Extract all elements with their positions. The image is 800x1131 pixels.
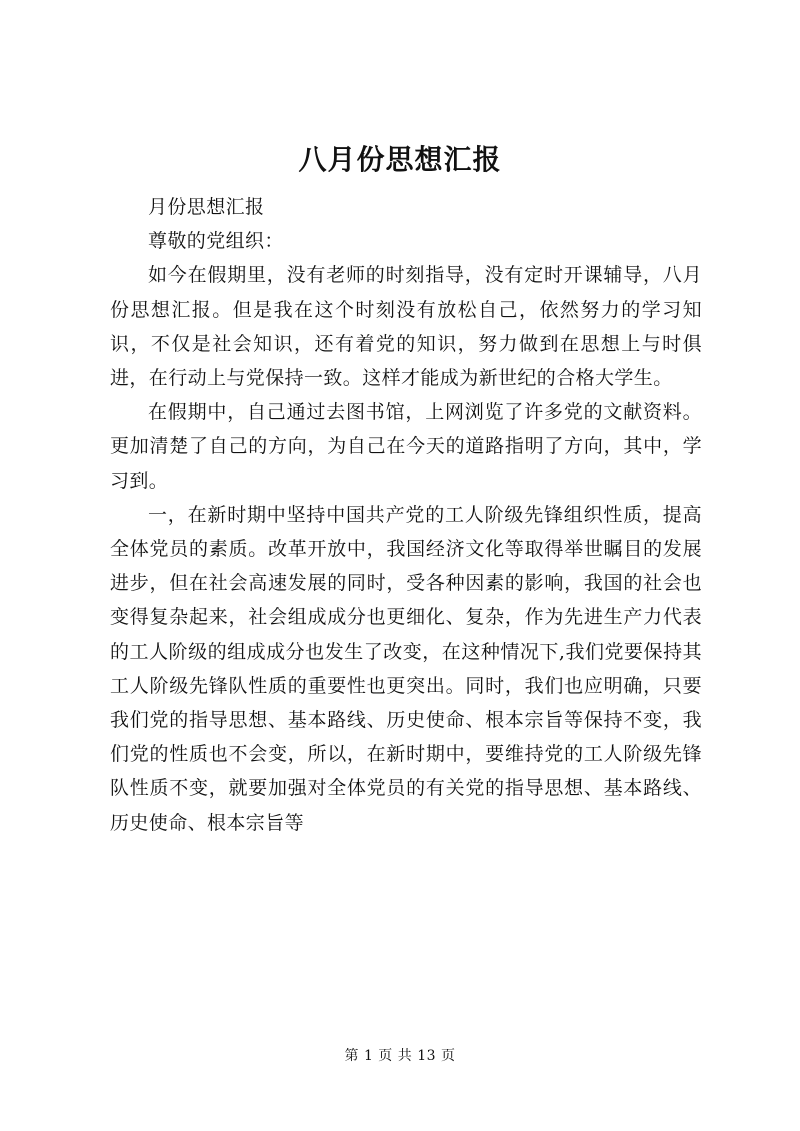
document-title: 八月份思想汇报 [298,143,502,176]
paragraph-subtitle: 月份思想汇报 [148,196,265,218]
document-body [110,190,702,840]
paragraph-3: 一，在新时期中坚持中国共产党的工人阶级先锋组织性质，提高全体党员的素质。改革开放中，我国经济文化等取得举世瞩目的发展进步，但在社会高速发展的同时，受各种因素的影响，我国的社会也变得复杂起来，社会组成成分也更细化、复杂，作为先进生产力代表的工人阶级的组成成分也发生了改变，在这种情况下,我们党要保持其工人阶级先锋队性质的重要性也更突出。同时，我们也应明确，只要我们党的指导思想、基本路线、历史使命、根本宗旨等保持不变，我们党的性质也不会变，所以，在新时期中，要维持党的工人阶级先锋队性质不变，就要加强对全体党员的有关党的指导思想、基本路线、历史使命、根本宗旨等 [110,503,702,834]
paragraph-2: 在假期中，自己通过去图书馆，上网浏览了许多党的文献资料。更加清楚了自己的方向，为自己在今天的道路指明了方向，其中，学习到。 [110,401,702,492]
paragraph-1: 如今在假期里，没有老师的时刻指导，没有定时开课辅导，八月份思想汇报。但是我在这个时刻没有放松自己，依然努力的学习知识，不仅是社会知识，还有着党的知识，努力做到在思想上与时俱进，在行动上与党保持一致。这样才能成为新世纪的合格大学生。 [110,264,702,390]
paragraph-salutation: 尊敬的党组织： [148,230,284,253]
page-number-footer: 第 1 页 共 13 页 [344,1048,456,1064]
